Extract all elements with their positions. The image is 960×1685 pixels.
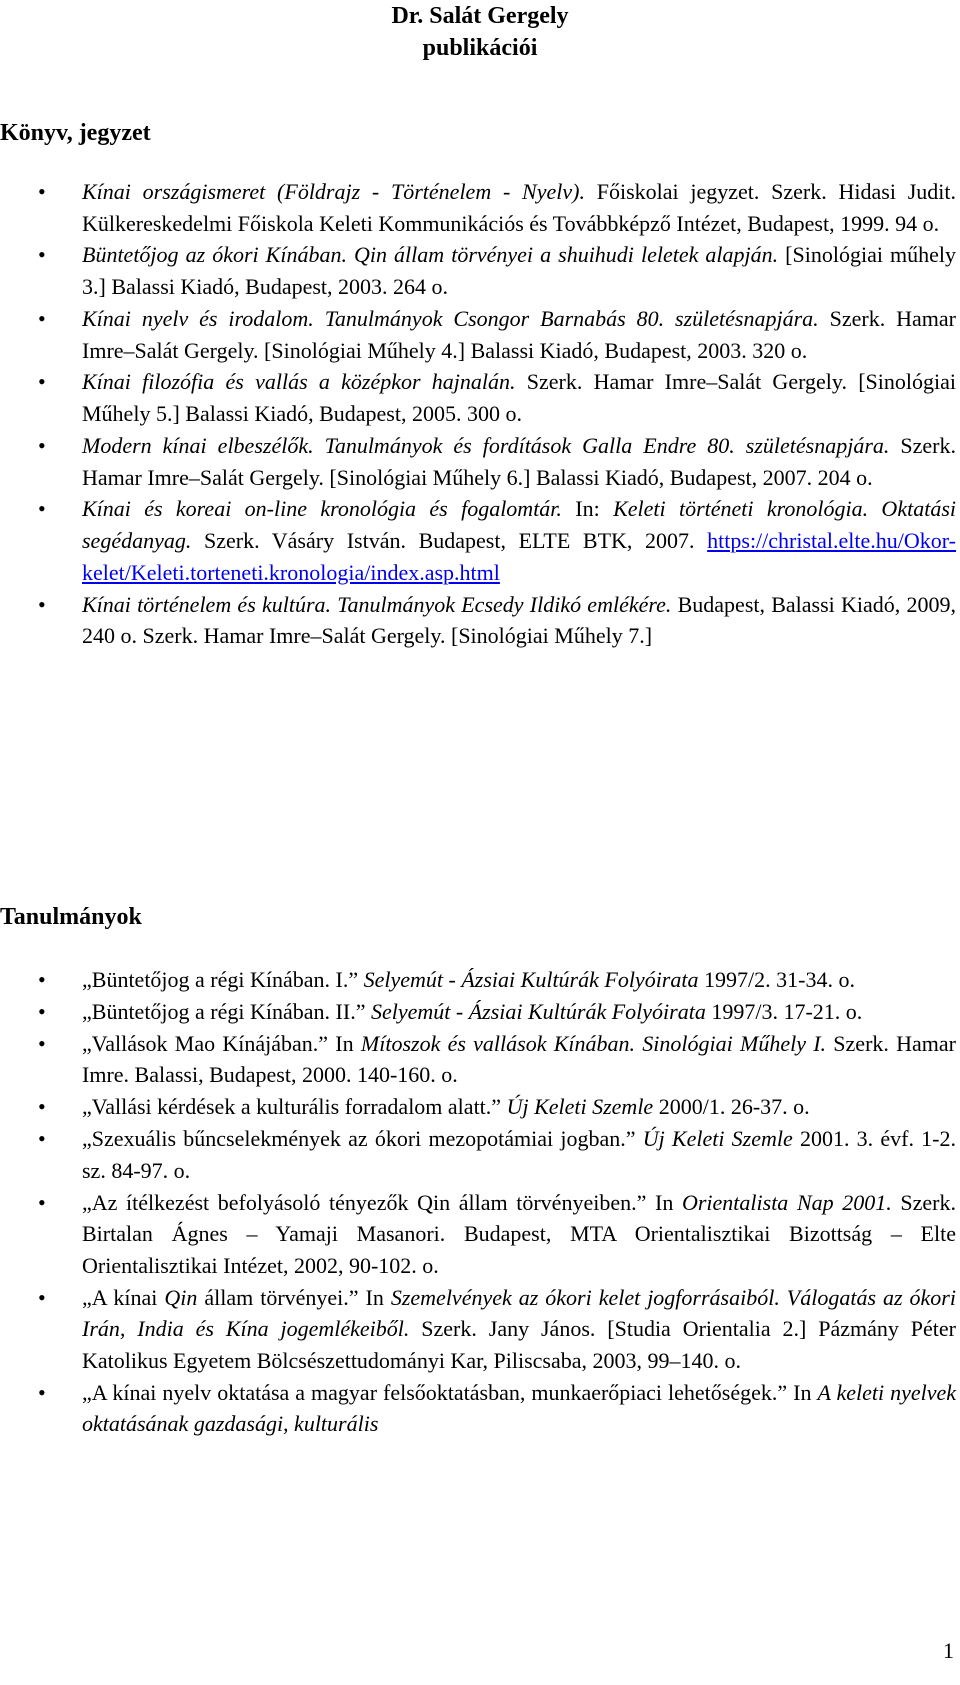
list-item xyxy=(0,1282,960,1377)
item-title-italic: Qin xyxy=(164,1284,198,1310)
title-name: Dr. Salát Gergely xyxy=(391,3,569,29)
list-item xyxy=(0,239,960,302)
item-source: Szemelvények az ókori kelet jogforrásaiból. Válogatás az ókori Irán, India és Kína jogemlékeiből. xyxy=(82,1284,956,1342)
item-text: [Sinológiai műhely 3.] Balassi Kiadó, Budapest, 2003. 264 o. xyxy=(82,242,956,300)
item-title: Kínai történelem és kultúra. Tanulmányok Ecsedy Ildikó emlékére. xyxy=(82,591,672,617)
books-list xyxy=(0,176,960,652)
list-item xyxy=(0,996,960,1028)
list-item xyxy=(0,430,960,493)
item-title: „Büntetőjog a régi Kínában. I.” xyxy=(82,967,364,992)
item-title: Kínai és koreai on-line kronológia és fogalomtár. xyxy=(82,496,562,522)
list-item xyxy=(0,366,960,429)
item-title: „Vallási kérdések a kulturális forradalom alatt.” xyxy=(82,1094,507,1120)
list-item xyxy=(0,589,960,652)
item-title: Modern kínai elbeszélők. Tanulmányok és fordítások Galla Endre 80. születésnapjára. xyxy=(82,432,890,458)
item-text: Budapest, Balassi Kiadó, 2009, 240 o. Szerk. Hamar Imre–Salát Gergely. [Sinológiai Műhely 7.] xyxy=(82,591,956,649)
section-heading-studies: Tanulmányok xyxy=(0,904,142,930)
item-text: Szerk. Hamar Imre–Salát Gergely. [Sinológiai Műhely 4.] Balassi Kiadó, Budapest, 2003. 320 o. xyxy=(82,305,956,363)
item-text: Szerk. Vásáry István. Budapest, ELTE BTK, 2007. xyxy=(191,528,708,554)
page-title xyxy=(0,0,960,64)
item-title: Kínai országismeret (Földrajz - Történelem - Nyelv). xyxy=(82,179,585,204)
item-source: Új Keleti Szemle xyxy=(506,1094,654,1120)
list-item xyxy=(0,1377,960,1440)
item-text: 2000/1. 26-37. o. xyxy=(653,1094,810,1120)
list-item xyxy=(0,1123,960,1186)
item-text: Szerk. Hamar Imre–Salát Gergely. [Sinológiai Műhely 6.] Balassi Kiadó, Budapest, 2007. 204 o. xyxy=(82,432,957,490)
item-source: Keleti történeti kronológia. Oktatási segédanyag. xyxy=(82,496,956,554)
studies-list xyxy=(0,964,960,1440)
item-source: Selyemút - Ázsiai Kultúrák Folyóirata xyxy=(363,967,699,992)
item-title: „A kínai nyelv oktatása a magyar felsőoktatásban, munkaerőpiaci lehetőségek.” In xyxy=(82,1379,818,1405)
item-source: Mítoszok és vallások Kínában. Sinológiai Műhely I. xyxy=(360,1030,827,1056)
section-heading-books: Könyv, jegyzet xyxy=(0,120,151,146)
item-text: Szerk. Birtalan Ágnes – Yamaji Masanori. Budapest, MTA Orientalisztikai Bizottság – Elte Orientalisztikai Intézet, 2002, 90-102. o. xyxy=(82,1189,956,1278)
item-title: állam törvényei.” In xyxy=(197,1284,391,1310)
item-text: 1997/3. 17-21. o. xyxy=(705,998,863,1024)
item-title: „Büntetőjog a régi Kínában. II.” xyxy=(82,998,371,1024)
item-title: „Vallások Mao Kínájában.” In xyxy=(82,1030,361,1056)
item-title: Kínai nyelv és irodalom. Tanulmányok Csongor Barnabás 80. születésnapjára. xyxy=(82,305,819,331)
item-title: „A kínai xyxy=(82,1284,165,1310)
item-text: In: xyxy=(561,496,614,522)
item-source: Orientalista Nap 2001. xyxy=(681,1189,892,1215)
list-item xyxy=(0,493,960,588)
title-subtitle: publikációi xyxy=(422,35,538,61)
item-text: Főiskolai jegyzet. Szerk. Hidasi Judit. Külkereskedelmi Főiskola Keleti Kommunikációs és Továbbképző Intézet, Budapest, 1999. 94 o. xyxy=(82,179,957,236)
list-item xyxy=(0,964,960,996)
item-source: Selyemút - Ázsiai Kultúrák Folyóirata xyxy=(370,998,706,1024)
item-title: „Az ítélkezést befolyásoló tényezők Qin állam törvényeiben.” In xyxy=(82,1189,682,1215)
item-text: 2001. 3. évf. 1-2. sz. 84-97. o. xyxy=(82,1126,957,1183)
item-text: Szerk. Hamar Imre. Balassi, Budapest, 2000. 140-160. o. xyxy=(82,1030,957,1088)
list-item xyxy=(0,176,960,239)
item-title: Büntetőjog az ókori Kínában. Qin állam törvényei a shuihudi leletek alapján. xyxy=(82,242,779,268)
list-item xyxy=(0,1187,960,1282)
item-title: „Szexuális bűncselekmények az ókori mezopotámiai jogban.” xyxy=(82,1126,643,1152)
chronology-link[interactable]: https://christal.elte.hu/Okor-kelet/Keleti.torteneti.kronologia/index.asp.html xyxy=(82,528,956,585)
list-item xyxy=(0,1091,960,1123)
item-text: 1997/2. 31-34. o. xyxy=(698,967,855,992)
item-source: A keleti nyelvek oktatásának gazdasági, kulturális xyxy=(82,1379,957,1437)
list-item xyxy=(0,1028,960,1091)
item-text: Szerk. Hamar Imre–Salát Gergely. [Sinológiai Műhely 5.] Balassi Kiadó, Budapest, 2005. 300 o. xyxy=(82,369,956,427)
page-number: 1 xyxy=(943,1638,954,1663)
item-source: Új Keleti Szemle xyxy=(642,1126,793,1152)
item-title: Kínai filozófia és vallás a középkor hajnalán. xyxy=(82,369,516,395)
item-text: Szerk. Jany János. [Studia Orientalia 2.] Pázmány Péter Katolikus Egyetem Bölcsészettudományi Kar, Piliscsaba, 2003, 99–140. o. xyxy=(82,1316,957,1373)
list-item xyxy=(0,303,960,366)
